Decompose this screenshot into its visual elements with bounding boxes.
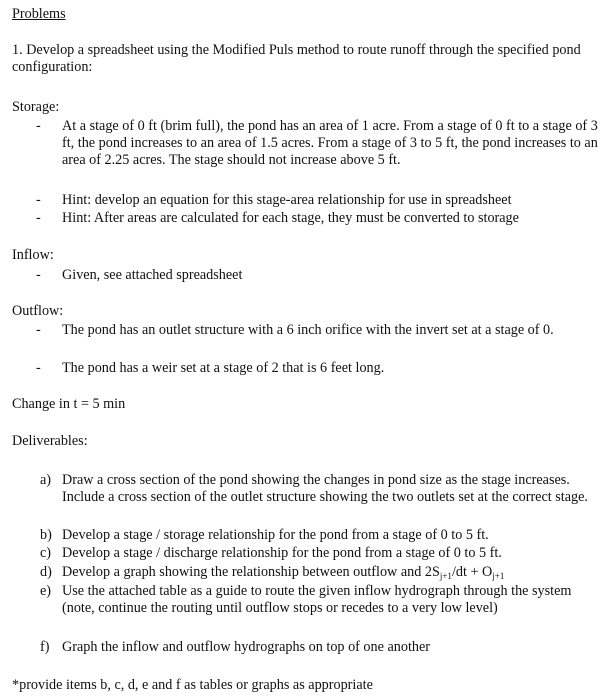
deliverable-a: Draw a cross section of the pond showing the changes in pond size as the stage increases. Include a cross section of the outlet structure showing the two outlets set at the correct stage.: [62, 472, 588, 505]
bullet-dash: -: [36, 322, 41, 338]
outflow-label: Outflow:: [12, 303, 64, 319]
storage-label: Storage:: [12, 99, 60, 115]
storage-bullet-hint-storage: Hint: After areas are calculated for each stage, they must be converted to storage: [62, 210, 519, 226]
bullet-dash: -: [36, 360, 41, 376]
item-letter: a): [40, 472, 52, 488]
item-letter: b): [40, 527, 52, 543]
inflow-bullet: Given, see attached spreadsheet: [62, 267, 243, 283]
bullet-dash: -: [36, 192, 41, 208]
deliverable-c: Develop a stage / discharge relationship for the pond from a stage of 0 to 5 ft.: [62, 545, 502, 561]
deliverable-d-text: Develop a graph showing the relationship between outflow and 2S: [62, 564, 440, 580]
outflow-bullet-orifice: The pond has an outlet structure with a 6 inch orifice with the invert set at a stage of 0.: [62, 322, 554, 338]
deliverable-d: [62, 564, 602, 581]
inflow-label: Inflow:: [12, 247, 54, 263]
storage-bullet-hint-equation: Hint: develop an equation for this stage-area relationship for use in spreadsheet: [62, 192, 512, 208]
item-letter: d): [40, 564, 52, 580]
deliverable-e: Use the attached table as a guide to route the given inflow hydrograph through the system (note, continue the routing until outflow stops or recedes to a very low level): [62, 583, 572, 616]
item-letter: e): [40, 583, 52, 599]
item-letter: f): [40, 639, 50, 655]
problems-heading: Problems: [12, 6, 66, 22]
change-in-t: Change in t = 5 min: [12, 396, 126, 412]
outflow-bullet-weir: The pond has a weir set at a stage of 2 that is 6 feet long.: [62, 360, 385, 376]
deliverable-d-text-mid: /dt + O: [451, 564, 493, 580]
item-letter: c): [40, 545, 52, 561]
bullet-dash: -: [36, 210, 41, 226]
deliverables-label: Deliverables:: [12, 433, 88, 449]
bullet-dash: -: [36, 118, 41, 134]
deliverable-f: Graph the inflow and outflow hydrographs on top of one another: [62, 639, 431, 655]
footnote: *provide items b, c, d, e and f as tables or graphs as appropriate: [12, 677, 373, 693]
deliverable-b: Develop a stage / storage relationship for the pond from a stage of 0 to 5 ft.: [62, 527, 489, 543]
storage-bullet-area: At a stage of 0 ft (brim full), the pond has an area of 1 acre. From a stage of 0 ft to a stage of 3 ft, the pond increases to an area of 1.5 acres. From a stage of 3 to 5 ft, the pond increases to an area of 2.25 acres. The stage should not increase above 5 ft.: [62, 118, 598, 168]
bullet-dash: -: [36, 267, 41, 283]
subscript: j+1: [492, 571, 505, 581]
subscript: j+1: [439, 571, 452, 581]
problem-1-statement: 1. Develop a spreadsheet using the Modified Puls method to route runoff through the specified pond configuration:: [12, 42, 581, 75]
